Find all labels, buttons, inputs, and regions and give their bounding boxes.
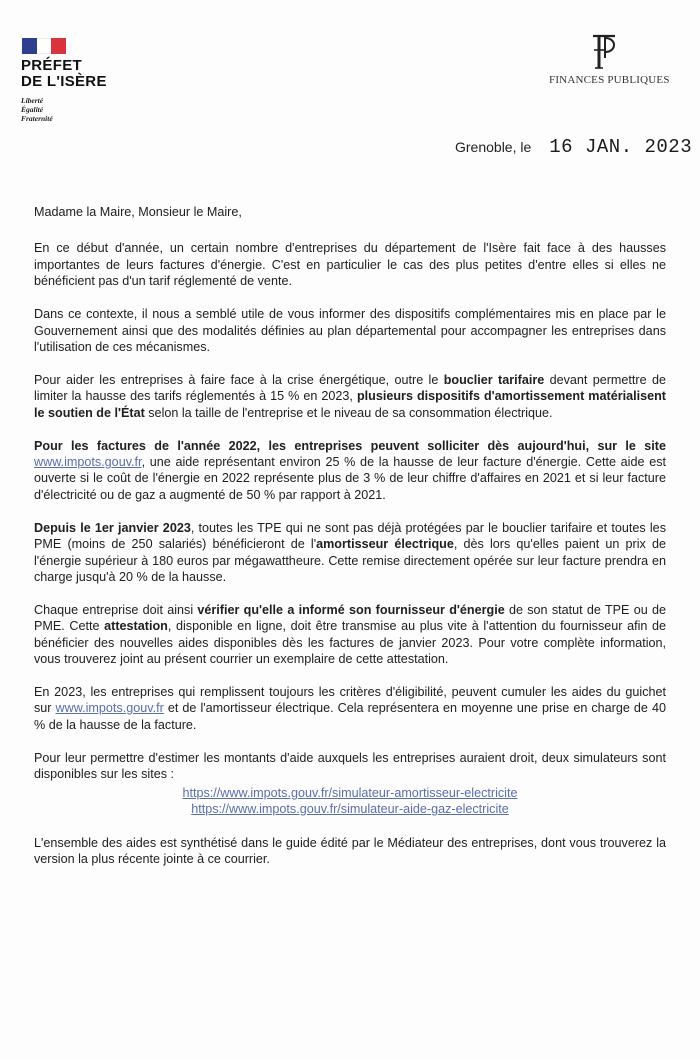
date-line [455,136,692,158]
paragraph-5-text: , toutes les TPE qui ne sont pas déjà protégées par le bouclier tarifaire et toutes les PME (moins de 250 salariés) bénéficieront de l' [34,520,666,552]
paragraph-2: Dans ce contexte, il nous a semblé utile de vous informer des dispositifs complémentaires mis en place par le Gouvernement ainsi que des modalités définies au plan départemental pour accompagner les entreprises dans l'utilisation de ces mécanismes. [34,307,666,354]
paragraph-1: En ce début d'année, un certain nombre d'entreprises du département de l'Isère fait face à des hausses importantes de leurs factures d'énergie. C'est en particulier le cas des plus petites d'entre elles si elles ne bénéficient pas d'un tarif réglementé de vente. [34,241,666,289]
attestation-emphasis: attestation [104,619,168,634]
paragraph-4 [34,438,666,504]
paragraph-7-text: et de l'amortisseur électrique. Cela représentera en moyenne une prise en charge de 40 % de la hausse de la facture. [34,701,666,732]
finances-publiques-label: FINANCES PUBLIQUES [549,74,670,86]
verifier-emphasis: vérifier qu'elle a informé son fournisseur d'énergie [197,602,505,617]
factures-2022-emphasis: Pour les factures de l'année 2022, les entreprises peuvent solliciter dès aujourd'hui, sur le site [34,438,666,453]
paragraph-5 [34,520,666,586]
finances-publiques-logo-icon [585,30,621,72]
paragraph-6-text: Chaque entreprise doit ainsi [34,602,198,617]
paragraph-7-text: En 2023, les entreprises qui remplissent toujours les critères d'éligibilité, peuvent cumuler les aides du guichet sur [34,684,666,716]
marianne-flag-logo [22,38,66,54]
impots-link[interactable]: www.impots.gouv.fr [34,454,142,469]
bouclier-tarifaire-emphasis: bouclier tarifaire [443,372,545,387]
motto-fraternite: Fraternité [21,114,53,123]
letter-body [34,204,666,884]
motto-liberte: Liberté [21,96,44,105]
simulator-amortisseur-link[interactable]: https://www.impots.gouv.fr/simulateur-amortisseur-electricite [182,785,518,800]
prefecture-line-1: PRÉFET [21,57,82,74]
paragraph-3 [34,372,666,421]
prefecture-name [21,58,107,90]
republic-motto [21,96,53,123]
impots-link[interactable]: www.impots.gouv.fr [55,701,164,716]
simulator-links [34,785,666,817]
amortisseur-emphasis: amortisseur électrique [316,537,454,552]
paragraph-8: Pour leur permettre d'estimer les montants d'aide auxquels les entreprises auraient droit, deux simulateurs sont disponibles sur les sites : [34,750,666,782]
paragraph-6-text: , disponible en ligne, doit être transmise au plus vite à l'attention du fournisseur afin de bénéficier des nouvelles aides disponibles dès les factures de janvier 2023. Pour votre complète information, vous trouverez joint au présent courrier un exemplaire de cette attestation. [34,619,667,667]
paragraph-6-text: de son statut de TPE ou de PME. Cette [34,602,666,634]
paragraph-3-text: selon la taille de l'entreprise et le niveau de sa consommation électrique. [144,405,553,420]
paragraph-3-text: devant permettre de limiter la hausse des tarifs réglementés à 15 % en 2023, [34,372,666,404]
paragraph-7 [34,684,666,733]
paragraph-4-text: , une aide représentant environ 25 % de la hausse de leur facture d'énergie. Cette aide est ouverte si le coût de l'énergie en 2022 représente plus de 3 % de leur chiffre d'affaires en 2021 et si leur facture d'électricité ou de gaz a augmenté de 50 % par rapport à 2021. [34,454,666,502]
date-stamp: 16 JAN. 2023 [549,136,693,158]
simulator-aide-gaz-link[interactable]: https://www.impots.gouv.fr/simulateur-aide-gaz-electricite [191,801,509,816]
motto-egalite: Égalité [21,105,44,114]
dispositifs-emphasis: plusieurs dispositifs d'amortissement matérialisent le soutien de l'État [34,389,666,420]
paragraph-5-text: , dès lors qu'elles paient un prix de l'énergie supérieur à 180 euros par mégawattheure. Cette remise directement opérée sur leur facture prendra en charge jusqu'à 20 % de la hausse. [34,537,666,584]
date-place: Grenoble, le [455,139,532,155]
salutation: Madame la Maire, Monsieur le Maire, [34,205,242,219]
paragraph-3-text: Pour aider les entreprises à faire face à la crise énergétique, outre le [34,372,444,387]
janvier-2023-emphasis: Depuis le 1er janvier 2023 [34,520,191,535]
paragraph-6 [34,602,666,668]
paragraph-9: L'ensemble des aides est synthétisé dans le guide édité par le Médiateur des entreprises, dont vous trouverez la version la plus récente jointe à ce courrier. [34,835,666,867]
prefecture-line-2: DE L'ISÈRE [21,73,107,90]
